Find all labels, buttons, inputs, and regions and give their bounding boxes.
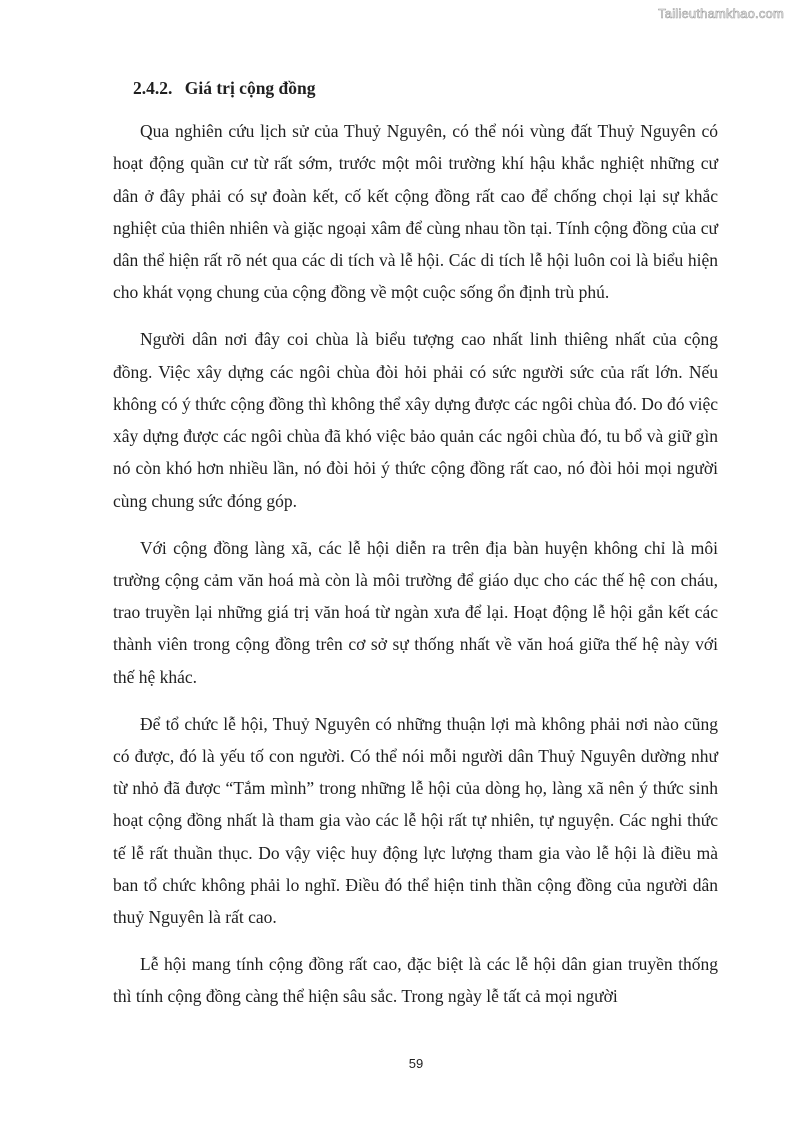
- section-number: 2.4.2.: [133, 78, 173, 98]
- paragraph: Qua nghiên cứu lịch sử của Thuỷ Nguyên, có thể nói vùng đất Thuỷ Nguyên có hoạt động quần cư từ rất sớm, trước một môi trường khí hậu khắc nghiệt những cư dân ở đây phải có sự đoàn kết, cố kết cộng đồng rất cao để chống chọi lại sự khắc nghiệt của thiên nhiên và giặc ngoại xâm để cùng nhau tồn tại. Tính cộng đồng của cư dân thể hiện rất rõ nét qua các di tích và lễ hội. Các di tích lễ hội luôn coi là biểu hiện cho khát vọng chung của cộng đồng về một cuộc sống ổn định trù phú.: [113, 121, 718, 303]
- watermark-text: Tailieuthamkhao.com: [658, 6, 784, 21]
- paragraph: Với cộng đồng làng xã, các lễ hội diễn ra trên địa bàn huyện không chỉ là môi trường cộng cảm văn hoá mà còn là môi trường để giáo dục cho các thế hệ con cháu, trao truyền lại những giá trị văn hoá từ ngàn xưa để lại. Hoạt động lễ hội gắn kết các thành viên trong cộng đồng trên cơ sở sự thống nhất về văn hoá giữa thế hệ này với thế hệ khác.: [113, 537, 718, 687]
- section-title: Giá trị cộng đồng: [184, 78, 316, 98]
- paragraph: Để tổ chức lễ hội, Thuỷ Nguyên có những thuận lợi mà không phải nơi nào cũng có được, đó là yếu tố con người. Có thể nói mỗi người dân Thuỷ Nguyên dường như từ nhỏ đã được “Tắm mình” trong những lễ hội của dòng họ, làng xã nên ý thức sinh hoạt cộng đồng nhất là tham gia vào các lễ hội rất tự nhiên, tự nguyện. Các nghi thức tế lễ rất thuần thục. Do vậy việc huy động lực lượng tham gia vào lễ hội là điều mà ban tổ chức không phải lo nghĩ. Điều đó thể hiện tinh thần cộng đồng của người dân thuỷ Nguyên là rất cao.: [113, 713, 718, 928]
- section-heading: [133, 74, 718, 102]
- page-content: [113, 74, 718, 1027]
- paragraph: Người dân nơi đây coi chùa là biểu tượng cao nhất linh thiêng nhất của cộng đồng. Việc xây dựng các ngôi chùa đòi hỏi phải có sức người sức của rất lớn. Nếu không có ý thức cộng đồng thì không thể xây dựng được các ngôi chùa đó. Do đó việc xây dựng được các ngôi chùa đã khó việc bảo quản các ngôi chùa đó, tu bổ và giữ gìn nó còn khó hơn nhiều lần, nó đòi hỏi ý thức cộng đồng rất cao, nó đòi hỏi mọi người cùng chung sức đóng góp.: [113, 329, 718, 511]
- page-number: 59: [408, 1056, 424, 1071]
- paragraph: Lễ hội mang tính cộng đồng rất cao, đặc biệt là các lễ hội dân gian truyền thống thì tính cộng đồng càng thể hiện sâu sắc. Trong ngày lễ tất cả mọi người: [113, 954, 718, 1007]
